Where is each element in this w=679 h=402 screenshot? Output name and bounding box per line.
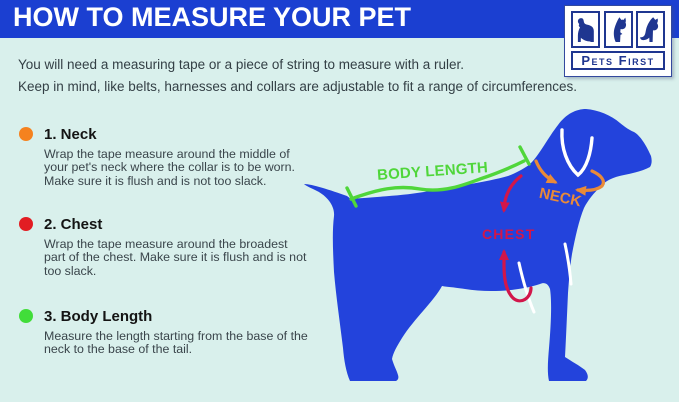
logo-dog-panels: [571, 11, 665, 48]
intro-line-1: You will need a measuring tape or a piece of string to measure with a ruler.: [18, 57, 465, 72]
step-neck-line-2: your pet's neck where the collar is to be worn.: [44, 160, 295, 175]
logo-dog-1-icon: [571, 11, 600, 48]
step-body-length-line-2: neck to the base of the tail.: [44, 342, 193, 357]
pets-first-logo: [564, 5, 672, 77]
intro-line-2: Keep in mind, like belts, harnesses and collars are adjustable to fit a range of circumferences.: [18, 79, 578, 94]
step-chest-line-3: too slack.: [44, 263, 97, 278]
step-chest-heading: 2. Chest: [44, 216, 103, 233]
step-neck-line-3: Make sure it is flush and is not too slack.: [44, 173, 267, 188]
logo-dog-3-icon: [636, 11, 665, 48]
logo-dog-2-icon: [604, 11, 633, 48]
step-chest-line-2: part of the chest. Make sure it is flush and is not: [44, 250, 307, 265]
neck-label: NECK: [537, 184, 583, 211]
step-body-length-line-1: Measure the length starting from the base of the: [44, 329, 308, 343]
dog-silhouette-shape: [304, 109, 652, 381]
step-neck-heading: 1. Neck: [44, 126, 97, 143]
page-title: HOW TO MEASURE YOUR PET: [13, 2, 412, 32]
chest-label: CHEST: [482, 226, 536, 242]
step-neck-line-1: Wrap the tape measure around the middle of: [44, 147, 290, 161]
body-length-label: BODY LENGTH: [376, 159, 489, 184]
step-body-length-heading: 3. Body Length: [44, 308, 153, 325]
logo-wordmark: Pets First: [571, 51, 665, 70]
step-chest-line-1: Wrap the tape measure around the broadest: [44, 237, 288, 251]
